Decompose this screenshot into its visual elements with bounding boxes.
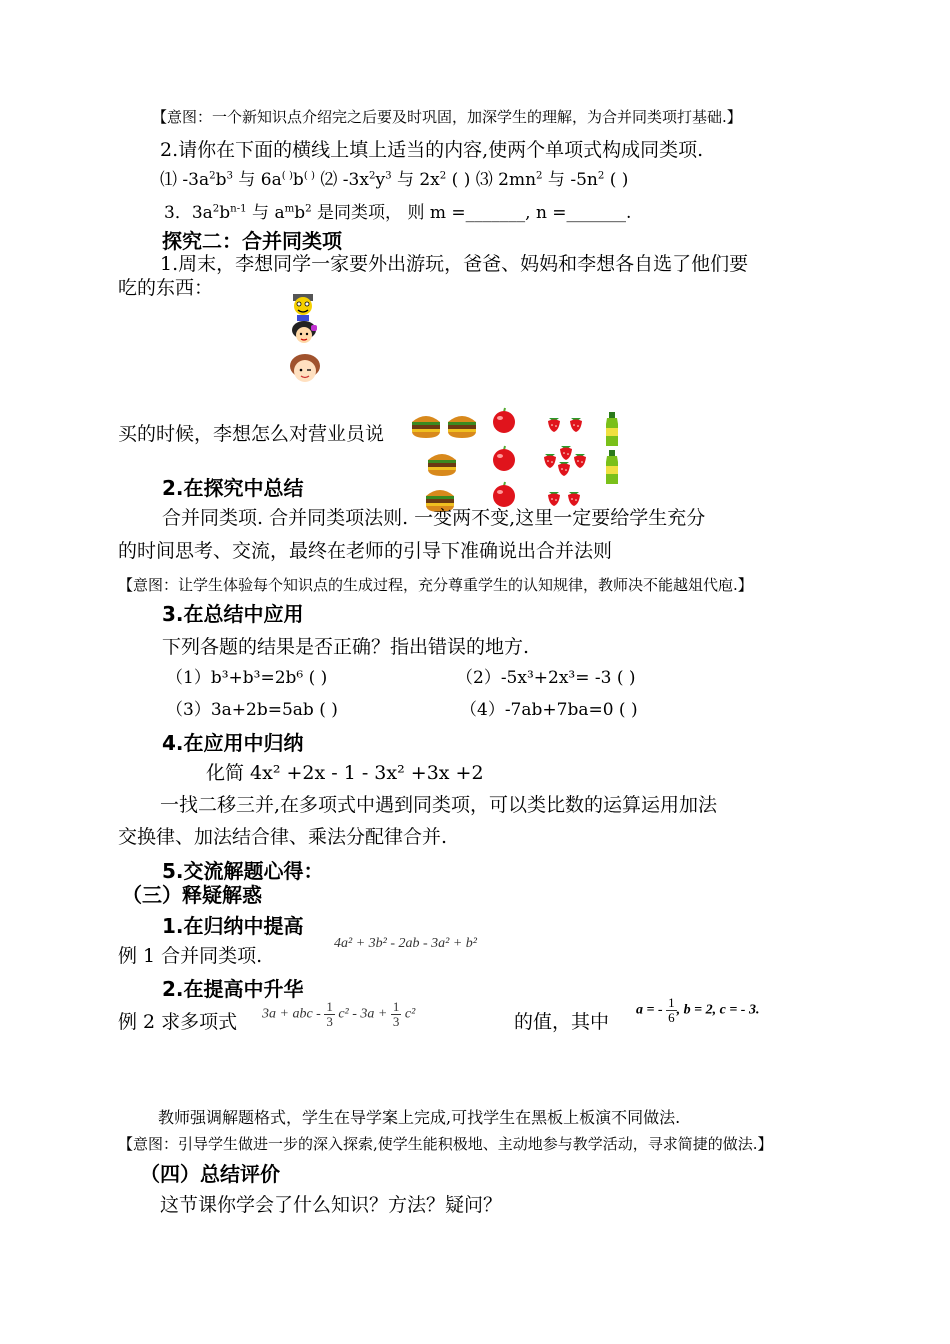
apple-icon (493, 482, 515, 507)
buy-question: 买的时候，李想怎么对营业员说 (118, 423, 385, 445)
weekend-line-1: 1.周末，李想同学一家要外出游玩，爸爸、妈妈和李想各自选了他们要 (160, 253, 749, 275)
refine-2-title: 2.在提高中升华 (162, 977, 304, 1001)
part-3-title: （三）释疑解惑 (122, 883, 262, 907)
hamburger-icon (428, 454, 456, 476)
strawberry-icon (548, 418, 560, 432)
intent-note-1: 【意图：一个新知识点介绍完之后要及时巩固，加深学生的理解，为合并同类项打基础.】 (152, 108, 742, 126)
bottle-icon (606, 450, 618, 484)
strawberry-icon (570, 418, 582, 432)
step-4-title: 4.在应用中归纳 (162, 731, 304, 755)
strawberry-icon (558, 462, 570, 476)
inquiry-2-title: 探究二：合并同类项 (162, 229, 342, 253)
hamburger-icon (448, 416, 476, 438)
fraction-one-third: $\frac{1}{3}$ (326, 999, 333, 1029)
question-2-title: 2.请你在下面的横线上填上适当的内容,使两个单项式构成同类项. (160, 139, 704, 161)
refine-1-title: 1.在归纳中提高 (162, 914, 304, 938)
exercise-3: （3）3a+2b=5ab ( ) (166, 700, 338, 720)
step-4-line-2: 交换律、加法结合律、乘法分配律合并. (118, 826, 448, 848)
child-face-icon (288, 353, 322, 389)
example-2-label: 例 2 求多项式 (118, 1011, 238, 1033)
question-2-pairs: ⑴ $-3a^2b^3$ 与 6a( )b( ) ⑵ $-3x^2y^3$ 与 $2x^2$ ( ) ⑶ $2mn^2$ 与 $-5n^2$ ( ) (160, 170, 629, 190)
strawberry-icon (574, 454, 586, 468)
strawberry-icon (548, 492, 560, 506)
example-1-label: 例 1 合并同类项. (118, 945, 263, 967)
step-2-line-2: 的时间思考、交流，最终在老师的引导下准确说出合并法则 (118, 540, 613, 562)
example-2-condition: a = - $\frac{1}{6}$ , b = 2, c = - 3. (636, 995, 760, 1025)
closing-question: 这节课你学会了什么知识？方法？疑问？ (160, 1194, 503, 1216)
strawberry-icon (544, 454, 556, 468)
apple-icon (493, 446, 515, 471)
exercise-1: （1）b³+b³=2b⁶ ( ) (166, 668, 328, 688)
example-1-expression: 4a² + 3b² - 2ab - 3a² + b² (334, 936, 478, 951)
food-items (410, 404, 640, 514)
step-3-prompt: 下列各题的结果是否正确？指出错误的地方. (162, 636, 530, 658)
fraction-one-third: $\frac{1}{3}$ (392, 999, 400, 1029)
intent-note-3: 【意图：引导学生做进一步的深入探索,使学生能积极地、主动地参与教学活动，寻求简捷的做法.】 (118, 1135, 773, 1153)
weekend-line-2: 吃的东西： (118, 277, 214, 299)
fraction-one-sixth: $\frac{1}{6}$ (668, 995, 675, 1025)
step-5-title: 5.交流解题心得： (162, 859, 324, 883)
intent-note-2: 【意图：让学生体验每个知识点的生成过程，充分尊重学生的认知规律，教师决不能越俎代庖.】 (118, 576, 753, 594)
example-2-expression: 3a + abc - $\frac{1}{3}$ c² - 3a + $\frac{1}{3}$ c² (262, 999, 416, 1029)
question-3: 3．$3a^2b^{n-1}$ 与 $a^mb^2$ 是同类项， 则 m =_______, n =_______. (164, 203, 632, 223)
example-2-value-label: 的值，其中 (514, 1011, 610, 1033)
part-4-title: （四）总结评价 (140, 1162, 280, 1186)
step-4-line-1: 一找二移三并,在多项式中遇到同类项，可以类比数的运算运用加法 (160, 794, 718, 816)
apple-icon (493, 408, 515, 433)
bottle-icon (606, 412, 618, 446)
step-2-line-1: 合并同类项. 合并同类项法则. 一变两不变,这里一定要给学生充分 (162, 507, 706, 529)
exercise-4: （4）-7ab+7ba=0 ( ) (460, 700, 638, 720)
hamburger-icon (412, 416, 440, 438)
exercise-2: （2）-5x³+2x³= -3 ( ) (456, 668, 636, 688)
strawberry-icon (560, 446, 572, 460)
strawberry-icon (568, 492, 580, 506)
step-3-title: 3.在总结中应用 (162, 602, 304, 626)
step-2-title: 2.在探究中总结 (162, 476, 304, 500)
teacher-note: 教师强调解题格式，学生在导学案上完成,可找学生在黑板上板演不同做法. (158, 1108, 681, 1127)
mom-face-icon (288, 320, 320, 354)
simplify-expression: 化简 4x² +2x - 1 - 3x² +3x +2 (206, 762, 484, 784)
